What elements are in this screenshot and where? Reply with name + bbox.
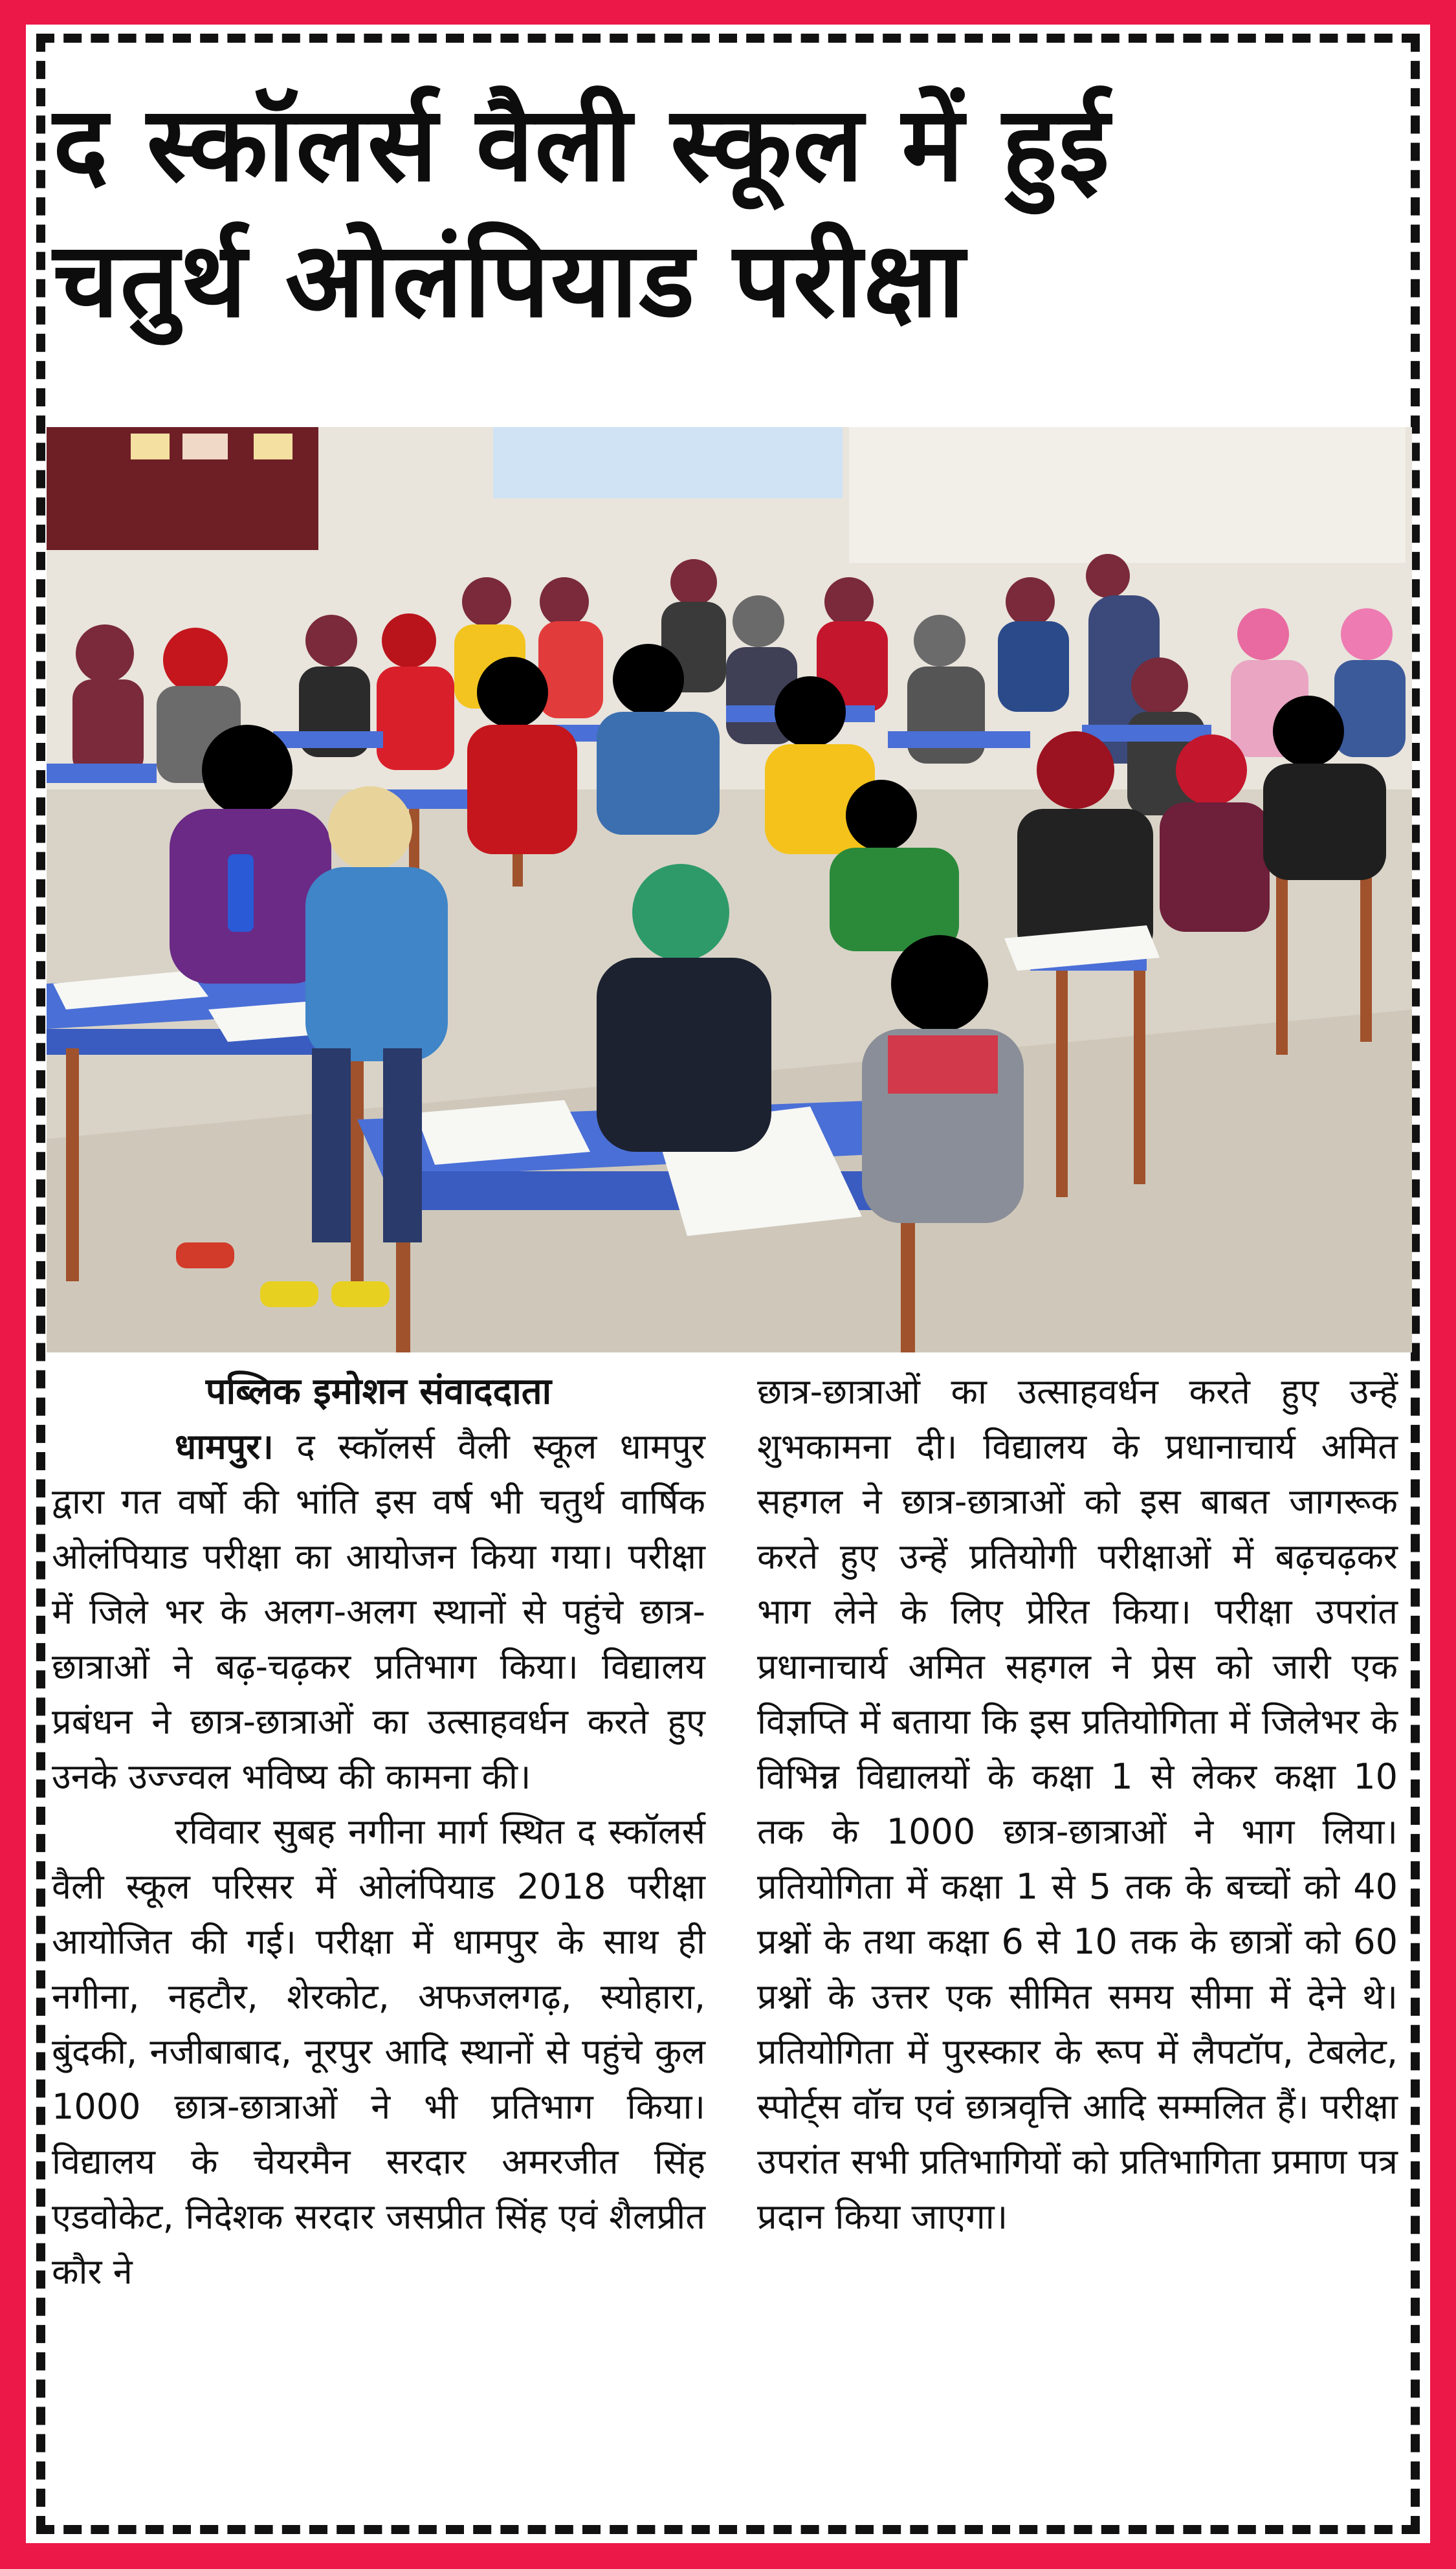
headline-line-2: चतुर्थ ओलंपियाड परीक्षा xyxy=(53,219,966,340)
article-paragraph: रविवार सुबह नगीना मार्ग स्थित द स्कॉलर्स वैली स्कूल परिसर में ओलंपियाड 2018 परीक्षा आयोजित की गई। परीक्षा में धामपुर के साथ ही नगीना, नहटौर, शेरकोट, अफजलगढ़, स्योहारा, बुंदकी, नजीबाबाद, नूरपुर आदि स्थानों से पहुंचे कुल 1000 छात्र-छात्राओं ने भी प्रतिभाग किया। विद्यालय के चेयरमैन सरदार अमरजीत सिंह एडवोकेट, निदेशक सरदार जसप्रीत सिंह एवं शैलप्रीत कौर ने xyxy=(52,1811,705,2292)
article-dateline: धामपुर। xyxy=(175,1426,274,1467)
classroom-photo xyxy=(47,427,1412,1352)
article-paragraph: छात्र-छात्राओं का उत्साहवर्धन करते हुए उन्हें शुभकामना दी। विद्यालय के प्रधानाचार्य अमित सहगल ने छात्र-छात्राओं को इस बाबत जागरूक करते हुए उन्हें प्रतियोगी परीक्षाओं में बढ़चढ़कर भाग लेने के लिए प्रेरित किया। परीक्षा उपरांत प्रधानाचार्य अमित सहगल ने प्रेस को जारी एक विज्ञप्ति में बताया कि इस प्रतियोगिता में जिलेभर के विभिन्न विद्यालयों के कक्षा 1 से लेकर कक्षा 10 तक के 1000 छात्र-छात्राओं ने भाग लिया। प्रतियोगिता में कक्षा 1 से 5 तक के बच्चों को 40 प्रश्नों के तथा कक्षा 6 से 10 तक के छात्रों को 60 प्रश्नों के उत्तर एक सीमित समय सीमा में देने थे। प्रतियोगिता में पुरस्कार के रूप में लैपटॉप, टेबलेट, स्पोर्ट्स वॉच एवं छात्रवृत्ति आदि सम्मलित हैं। परीक्षा उपरांत सभी प्रतिभागियों को प्रतिभागिता प्रमाण पत्र प्रदान किया जाएगा। xyxy=(757,1371,1398,2237)
article-column-left xyxy=(52,1364,705,2299)
headline-line-1: द स्कॉलर्स वैली स्कूल में हुई xyxy=(53,83,1111,204)
headline xyxy=(53,76,1399,348)
article-byline: पब्लिक इमोशन संवाददाता xyxy=(205,1371,552,1413)
article-paragraph-text: द स्कॉलर्स वैली स्कूल धामपुर द्वारा गत वर्षो की भांति इस वर्ष भी चतुर्थ वार्षिक ओलंपियाड परीक्षा का आयोजन किया गया। परीक्षा में जिले भर के अलग-अलग स्थानों से पहुंचे छात्र-छात्राओं ने बढ़-चढ़कर प्रतिभाग किया। विद्यालय प्रबंधन ने छात्र-छात्राओं का उत्साहवर्धन करते हुए उनके उज्ज्वल भविष्य की कामना की। xyxy=(52,1426,705,1797)
classroom-illustration xyxy=(47,427,1412,1352)
article-paragraph xyxy=(52,1419,705,1804)
article-column-right xyxy=(757,1364,1398,2244)
